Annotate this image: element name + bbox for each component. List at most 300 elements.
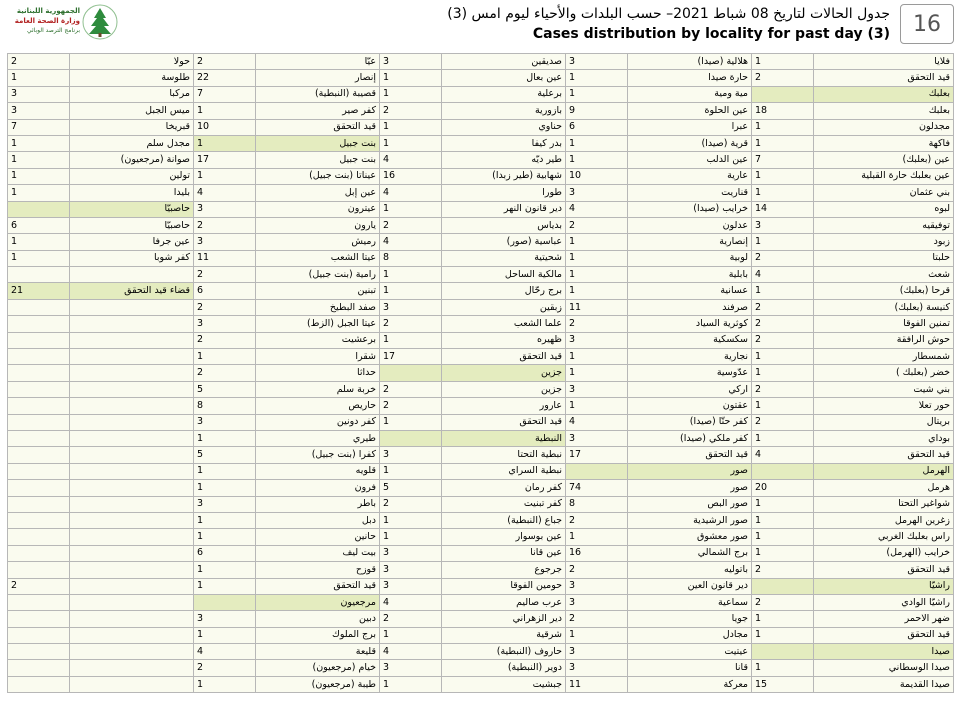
locality-name-cell: قرية (صيدا) xyxy=(628,135,752,151)
district-header-cell: بنت جبيل xyxy=(256,135,380,151)
locality-name-cell: نبطية التحتا xyxy=(442,447,566,463)
case-count-cell: 1 xyxy=(8,152,70,168)
locality-name-cell: كفر رمان xyxy=(442,480,566,496)
locality-name-cell: قوزح xyxy=(256,562,380,578)
case-count-cell: 2 xyxy=(8,54,70,70)
case-count-cell: 1 xyxy=(380,414,442,430)
locality-name-cell: يارون xyxy=(256,217,380,233)
table-row xyxy=(8,496,954,512)
locality-name-cell: عيّا xyxy=(256,54,380,70)
case-count-cell xyxy=(8,644,70,660)
locality-name-cell: قيد التحقق xyxy=(628,447,752,463)
case-count-cell: 1 xyxy=(752,660,814,676)
locality-name-cell: ظهيره xyxy=(442,332,566,348)
case-count-cell: 1 xyxy=(8,185,70,201)
case-count-cell: 17 xyxy=(380,349,442,365)
locality-name-cell: فلايا xyxy=(814,54,954,70)
case-count-cell: 1 xyxy=(566,365,628,381)
locality-name-cell: جزين xyxy=(442,381,566,397)
locality-name-cell: شعث xyxy=(814,267,954,283)
case-count-cell xyxy=(194,594,256,610)
case-count-cell: 1 xyxy=(566,267,628,283)
ministry-name xyxy=(6,6,80,36)
locality-name-cell: نبطية السراي xyxy=(442,463,566,479)
locality-name-cell: توفيقيه xyxy=(814,217,954,233)
locality-name-cell: شواغير التحتا xyxy=(814,496,954,512)
locality-name-cell: خيام (مرجعيون) xyxy=(256,660,380,676)
case-count-cell xyxy=(8,299,70,315)
case-count-cell: 74 xyxy=(566,480,628,496)
locality-name-cell: تبنين xyxy=(256,283,380,299)
table-row xyxy=(8,578,954,594)
page-number: 16 xyxy=(900,4,954,44)
locality-name-cell: طيبة (مرجعيون) xyxy=(256,676,380,692)
district-header-cell: صيدا xyxy=(814,644,954,660)
case-count-cell: 6 xyxy=(194,283,256,299)
locality-name-cell: بوداي xyxy=(814,430,954,446)
case-count-cell: 1 xyxy=(194,430,256,446)
district-header-cell: الهرمل xyxy=(814,463,954,479)
locality-name-cell: كوثرية السياد xyxy=(628,316,752,332)
locality-name-cell xyxy=(70,365,194,381)
locality-name-cell: بدياس xyxy=(442,217,566,233)
case-count-cell: 1 xyxy=(8,168,70,184)
locality-name-cell: قرحا (بعلبك) xyxy=(814,283,954,299)
case-count-cell: 3 xyxy=(566,430,628,446)
locality-name-cell: صور البص xyxy=(628,496,752,512)
case-count-cell: 2 xyxy=(752,70,814,86)
case-count-cell: 11 xyxy=(566,676,628,692)
case-count-cell: 3 xyxy=(194,316,256,332)
case-count-cell: 1 xyxy=(194,627,256,643)
table-row xyxy=(8,332,954,348)
case-count-cell: 1 xyxy=(752,430,814,446)
locality-name-cell: شقرا xyxy=(256,349,380,365)
table-row xyxy=(8,447,954,463)
case-count-cell: 22 xyxy=(194,70,256,86)
locality-name-cell: خضر (بعلبك ) xyxy=(814,365,954,381)
locality-name-cell: عيتا الجبل (الزط) xyxy=(256,316,380,332)
district-header-cell: حاصبيّا xyxy=(70,201,194,217)
case-count-cell xyxy=(8,349,70,365)
case-count-cell xyxy=(752,86,814,102)
case-count-cell: 8 xyxy=(194,398,256,414)
locality-name-cell: تمنين الفوقا xyxy=(814,316,954,332)
locality-name-cell: كفر دونين xyxy=(256,414,380,430)
table-row xyxy=(8,103,954,119)
ministry-line-2: وزارة الصحة العامة xyxy=(14,17,80,25)
locality-name-cell: صور معشوق xyxy=(628,529,752,545)
case-count-cell: 2 xyxy=(194,217,256,233)
table-row xyxy=(8,660,954,676)
locality-name-cell: لوبية xyxy=(628,250,752,266)
case-count-cell: 1 xyxy=(752,185,814,201)
case-count-cell: 6 xyxy=(194,545,256,561)
case-count-cell: 4 xyxy=(566,201,628,217)
case-count-cell: 1 xyxy=(566,86,628,102)
case-count-cell xyxy=(8,545,70,561)
locality-name-cell: فاكهة xyxy=(814,135,954,151)
case-count-cell: 1 xyxy=(566,627,628,643)
locality-name-cell xyxy=(70,529,194,545)
locality-name-cell: شهابية (طير زبدا) xyxy=(442,168,566,184)
locality-name-cell: جرجوع xyxy=(442,562,566,578)
locality-name-cell: جبشيت xyxy=(442,676,566,692)
case-count-cell: 1 xyxy=(752,496,814,512)
locality-name-cell: حلبتا xyxy=(814,250,954,266)
case-count-cell: 2 xyxy=(194,299,256,315)
locality-name-cell: كفرا (بنت جبيل) xyxy=(256,447,380,463)
locality-name-cell: خربة سلم xyxy=(256,381,380,397)
table-row xyxy=(8,250,954,266)
locality-name-cell: مركبا xyxy=(70,86,194,102)
locality-name-cell: بيت ليف xyxy=(256,545,380,561)
locality-name-cell: حانين xyxy=(256,529,380,545)
locality-name-cell: عيتا الشعب xyxy=(256,250,380,266)
locality-name-cell: صفد البطيخ xyxy=(256,299,380,315)
locality-name-cell: برج الشمالي xyxy=(628,545,752,561)
table-row xyxy=(8,430,954,446)
table-row xyxy=(8,185,954,201)
locality-name-cell: قيد التحقق xyxy=(256,578,380,594)
case-count-cell: 2 xyxy=(380,103,442,119)
case-count-cell xyxy=(8,611,70,627)
locality-name-cell xyxy=(70,676,194,692)
case-count-cell: 21 xyxy=(8,283,70,299)
case-count-cell: 1 xyxy=(752,512,814,528)
locality-name-cell: كفر حتّا (صيدا) xyxy=(628,414,752,430)
case-count-cell: 3 xyxy=(380,54,442,70)
locality-name-cell: صيدا الوسطاني xyxy=(814,660,954,676)
table-row xyxy=(8,135,954,151)
locality-name-cell: هرمل xyxy=(814,480,954,496)
case-count-cell: 1 xyxy=(194,103,256,119)
case-count-cell: 1 xyxy=(380,119,442,135)
case-count-cell: 1 xyxy=(380,332,442,348)
locality-name-cell: سماعية xyxy=(628,594,752,610)
locality-name-cell: عين بعلبك حارة القبلية xyxy=(814,168,954,184)
table-row xyxy=(8,299,954,315)
locality-name-cell: ميس الجبل xyxy=(70,103,194,119)
locality-name-cell: قلويه xyxy=(256,463,380,479)
table-row xyxy=(8,512,954,528)
case-count-cell: 1 xyxy=(752,168,814,184)
locality-name-cell: هلالية (صيدا) xyxy=(628,54,752,70)
locality-name-cell xyxy=(70,545,194,561)
case-count-cell: 4 xyxy=(380,594,442,610)
case-count-cell: 1 xyxy=(752,611,814,627)
case-count-cell xyxy=(8,381,70,397)
locality-name-cell: كفر ملكي (صيدا) xyxy=(628,430,752,446)
case-count-cell: 1 xyxy=(194,676,256,692)
case-count-cell xyxy=(8,660,70,676)
case-count-cell: 2 xyxy=(380,611,442,627)
ministry-logo xyxy=(6,4,118,42)
case-count-cell: 2 xyxy=(194,660,256,676)
case-count-cell: 2 xyxy=(380,316,442,332)
table-row xyxy=(8,414,954,430)
case-count-cell xyxy=(8,529,70,545)
locality-name-cell: رميش xyxy=(256,234,380,250)
locality-name-cell: برج الملوك xyxy=(256,627,380,643)
case-count-cell: 1 xyxy=(380,627,442,643)
locality-name-cell: صرفند xyxy=(628,299,752,315)
case-count-cell xyxy=(8,332,70,348)
table-row xyxy=(8,365,954,381)
locality-name-cell xyxy=(70,447,194,463)
locality-name-cell: بدر كيفا xyxy=(442,135,566,151)
locality-name-cell: عين جرفا xyxy=(70,234,194,250)
case-count-cell: 2 xyxy=(380,398,442,414)
case-count-cell xyxy=(8,365,70,381)
case-count-cell: 7 xyxy=(8,119,70,135)
case-count-cell: 2 xyxy=(380,496,442,512)
case-count-cell: 18 xyxy=(752,103,814,119)
title-block xyxy=(270,6,890,42)
locality-name-cell: طلوسة xyxy=(70,70,194,86)
locality-name-cell: رامية (بنت جبيل) xyxy=(256,267,380,283)
locality-name-cell: دير الزهراني xyxy=(442,611,566,627)
case-count-cell: 2 xyxy=(752,250,814,266)
case-count-cell: 3 xyxy=(380,660,442,676)
case-count-cell: 1 xyxy=(566,152,628,168)
case-count-cell: 2 xyxy=(752,316,814,332)
locality-name-cell: حناوي xyxy=(442,119,566,135)
locality-name-cell: عارية xyxy=(628,168,752,184)
locality-name-cell: فرون xyxy=(256,480,380,496)
locality-name-cell: بازورية xyxy=(442,103,566,119)
case-count-cell xyxy=(8,676,70,692)
locality-name-cell: باطر xyxy=(256,496,380,512)
case-count-cell: 7 xyxy=(194,86,256,102)
table-row xyxy=(8,349,954,365)
table-row xyxy=(8,398,954,414)
cases-table xyxy=(7,53,954,693)
locality-name-cell: عين الحلوة xyxy=(628,103,752,119)
case-count-cell: 3 xyxy=(380,562,442,578)
locality-name-cell: راس بعلبك الغربي xyxy=(814,529,954,545)
locality-name-cell xyxy=(70,562,194,578)
locality-name-cell: ضهر الاحمر xyxy=(814,611,954,627)
district-header-cell: النبطية xyxy=(442,430,566,446)
locality-name-cell: سكسكية xyxy=(628,332,752,348)
case-count-cell: 5 xyxy=(380,480,442,496)
locality-name-cell: عين إبل xyxy=(256,185,380,201)
cases-table-body xyxy=(8,54,954,693)
case-count-cell xyxy=(8,512,70,528)
case-count-cell: 2 xyxy=(566,217,628,233)
locality-name-cell: شمسطار xyxy=(814,349,954,365)
case-count-cell: 1 xyxy=(752,54,814,70)
locality-name-cell: حارة صيدا xyxy=(628,70,752,86)
case-count-cell xyxy=(752,578,814,594)
table-row xyxy=(8,627,954,643)
case-count-cell: 8 xyxy=(566,496,628,512)
table-row xyxy=(8,168,954,184)
case-count-cell xyxy=(8,463,70,479)
case-count-cell: 2 xyxy=(566,316,628,332)
table-row xyxy=(8,529,954,545)
locality-name-cell: مالكية الساحل xyxy=(442,267,566,283)
locality-name-cell: عيناتا (بنت جبيل) xyxy=(256,168,380,184)
case-count-cell: 3 xyxy=(752,217,814,233)
locality-name-cell: عباسية (صور) xyxy=(442,234,566,250)
locality-name-cell: دوير (النبطية) xyxy=(442,660,566,676)
table-row xyxy=(8,201,954,217)
table-row xyxy=(8,152,954,168)
case-count-cell: 3 xyxy=(566,594,628,610)
case-count-cell: 6 xyxy=(8,217,70,233)
locality-name-cell: حولا xyxy=(70,54,194,70)
locality-name-cell: كفر صير xyxy=(256,103,380,119)
locality-name-cell xyxy=(70,496,194,512)
table-row xyxy=(8,234,954,250)
locality-name-cell: شحيتية xyxy=(442,250,566,266)
locality-name-cell xyxy=(70,480,194,496)
locality-name-cell: قانا xyxy=(628,660,752,676)
case-count-cell: 3 xyxy=(380,545,442,561)
case-count-cell xyxy=(8,480,70,496)
locality-name-cell: طير ديّه xyxy=(442,152,566,168)
case-count-cell: 3 xyxy=(566,332,628,348)
locality-name-cell: مجدل سلم xyxy=(70,135,194,151)
case-count-cell: 1 xyxy=(752,627,814,643)
case-count-cell: 2 xyxy=(752,562,814,578)
locality-name-cell: قيد التحقق xyxy=(814,70,954,86)
case-count-cell xyxy=(380,365,442,381)
locality-name-cell: جويا xyxy=(628,611,752,627)
table-row xyxy=(8,267,954,283)
locality-name-cell: باتوليه xyxy=(628,562,752,578)
locality-name-cell xyxy=(70,627,194,643)
locality-name-cell: مجدلون xyxy=(814,119,954,135)
case-count-cell xyxy=(752,644,814,660)
locality-name-cell: صور xyxy=(628,480,752,496)
case-count-cell: 2 xyxy=(8,578,70,594)
locality-name-cell: بريتال xyxy=(814,414,954,430)
table-row xyxy=(8,545,954,561)
case-count-cell: 1 xyxy=(380,70,442,86)
locality-name-cell: زغرين الهرمل xyxy=(814,512,954,528)
locality-name-cell: بعلبك xyxy=(814,103,954,119)
locality-name-cell: قناريت xyxy=(628,185,752,201)
locality-name-cell: إنصارية xyxy=(628,234,752,250)
locality-name-cell: عين قانا xyxy=(442,545,566,561)
locality-name-cell: معركة xyxy=(628,676,752,692)
case-count-cell: 1 xyxy=(566,529,628,545)
locality-name-cell: كفر شوبا xyxy=(70,250,194,266)
case-count-cell: 3 xyxy=(566,660,628,676)
case-count-cell: 1 xyxy=(194,349,256,365)
case-count-cell: 3 xyxy=(194,611,256,627)
district-header-cell: مرجعيون xyxy=(256,594,380,610)
case-count-cell: 1 xyxy=(194,135,256,151)
case-count-cell: 4 xyxy=(194,644,256,660)
case-count-cell: 3 xyxy=(566,381,628,397)
case-count-cell: 3 xyxy=(566,54,628,70)
case-count-cell: 17 xyxy=(566,447,628,463)
locality-name-cell: جباع (النبطية) xyxy=(442,512,566,528)
locality-name-cell: حور تعلا xyxy=(814,398,954,414)
table-row xyxy=(8,54,954,70)
case-count-cell: 3 xyxy=(8,103,70,119)
table-row xyxy=(8,611,954,627)
case-count-cell: 1 xyxy=(8,135,70,151)
locality-name-cell: اركي xyxy=(628,381,752,397)
case-count-cell: 3 xyxy=(566,185,628,201)
locality-name-cell: قبريخا xyxy=(70,119,194,135)
locality-name-cell xyxy=(70,660,194,676)
locality-name-cell: عيترون xyxy=(256,201,380,217)
cedar-emblem-icon xyxy=(82,4,118,40)
locality-name-cell: مجادل xyxy=(628,627,752,643)
table-row xyxy=(8,381,954,397)
locality-name-cell: دبل xyxy=(256,512,380,528)
locality-name-cell: عيتيت xyxy=(628,644,752,660)
case-count-cell: 2 xyxy=(752,299,814,315)
case-count-cell: 4 xyxy=(380,234,442,250)
title-english: Cases distribution by locality for past day (3) xyxy=(532,26,890,42)
case-count-cell: 2 xyxy=(752,381,814,397)
locality-name-cell: عرب صاليم xyxy=(442,594,566,610)
case-count-cell: 17 xyxy=(194,152,256,168)
case-count-cell xyxy=(8,447,70,463)
locality-name-cell xyxy=(70,316,194,332)
locality-name-cell: راشيّا الوادي xyxy=(814,594,954,610)
locality-name-cell xyxy=(70,644,194,660)
case-count-cell xyxy=(8,430,70,446)
table-row xyxy=(8,283,954,299)
table-row xyxy=(8,463,954,479)
case-count-cell: 5 xyxy=(194,447,256,463)
locality-name-cell: طورا xyxy=(442,185,566,201)
locality-name-cell xyxy=(70,463,194,479)
locality-name-cell: مية ومية xyxy=(628,86,752,102)
case-count-cell xyxy=(8,627,70,643)
locality-name-cell: صور الرشيدية xyxy=(628,512,752,528)
case-count-cell: 1 xyxy=(194,168,256,184)
locality-name-cell: خرايب (الهرمل) xyxy=(814,545,954,561)
case-count-cell: 16 xyxy=(566,545,628,561)
locality-name-cell: عبرا xyxy=(628,119,752,135)
locality-name-cell: كنيسة (بعلبك) xyxy=(814,299,954,315)
locality-name-cell: بني عثمان xyxy=(814,185,954,201)
locality-name-cell: إنصار xyxy=(256,70,380,86)
case-count-cell: 2 xyxy=(194,54,256,70)
locality-name-cell: قيد التحقق xyxy=(814,562,954,578)
case-count-cell: 1 xyxy=(194,562,256,578)
locality-name-cell: عقتون xyxy=(628,398,752,414)
case-count-cell: 10 xyxy=(194,119,256,135)
locality-name-cell: قيد التحقق xyxy=(442,349,566,365)
case-count-cell xyxy=(566,463,628,479)
case-count-cell: 2 xyxy=(566,512,628,528)
locality-name-cell: حوش الرافقة xyxy=(814,332,954,348)
locality-name-cell: دير قانون النهر xyxy=(442,201,566,217)
locality-name-cell: بابلية xyxy=(628,267,752,283)
case-count-cell xyxy=(8,414,70,430)
table-row xyxy=(8,70,954,86)
locality-name-cell xyxy=(70,267,194,283)
locality-name-cell xyxy=(70,349,194,365)
locality-name-cell: نجارية xyxy=(628,349,752,365)
case-count-cell: 1 xyxy=(566,283,628,299)
locality-name-cell: حومين الفوقا xyxy=(442,578,566,594)
case-count-cell: 20 xyxy=(752,480,814,496)
locality-name-cell: عين الدلب xyxy=(628,152,752,168)
case-count-cell: 14 xyxy=(752,201,814,217)
table-row xyxy=(8,119,954,135)
